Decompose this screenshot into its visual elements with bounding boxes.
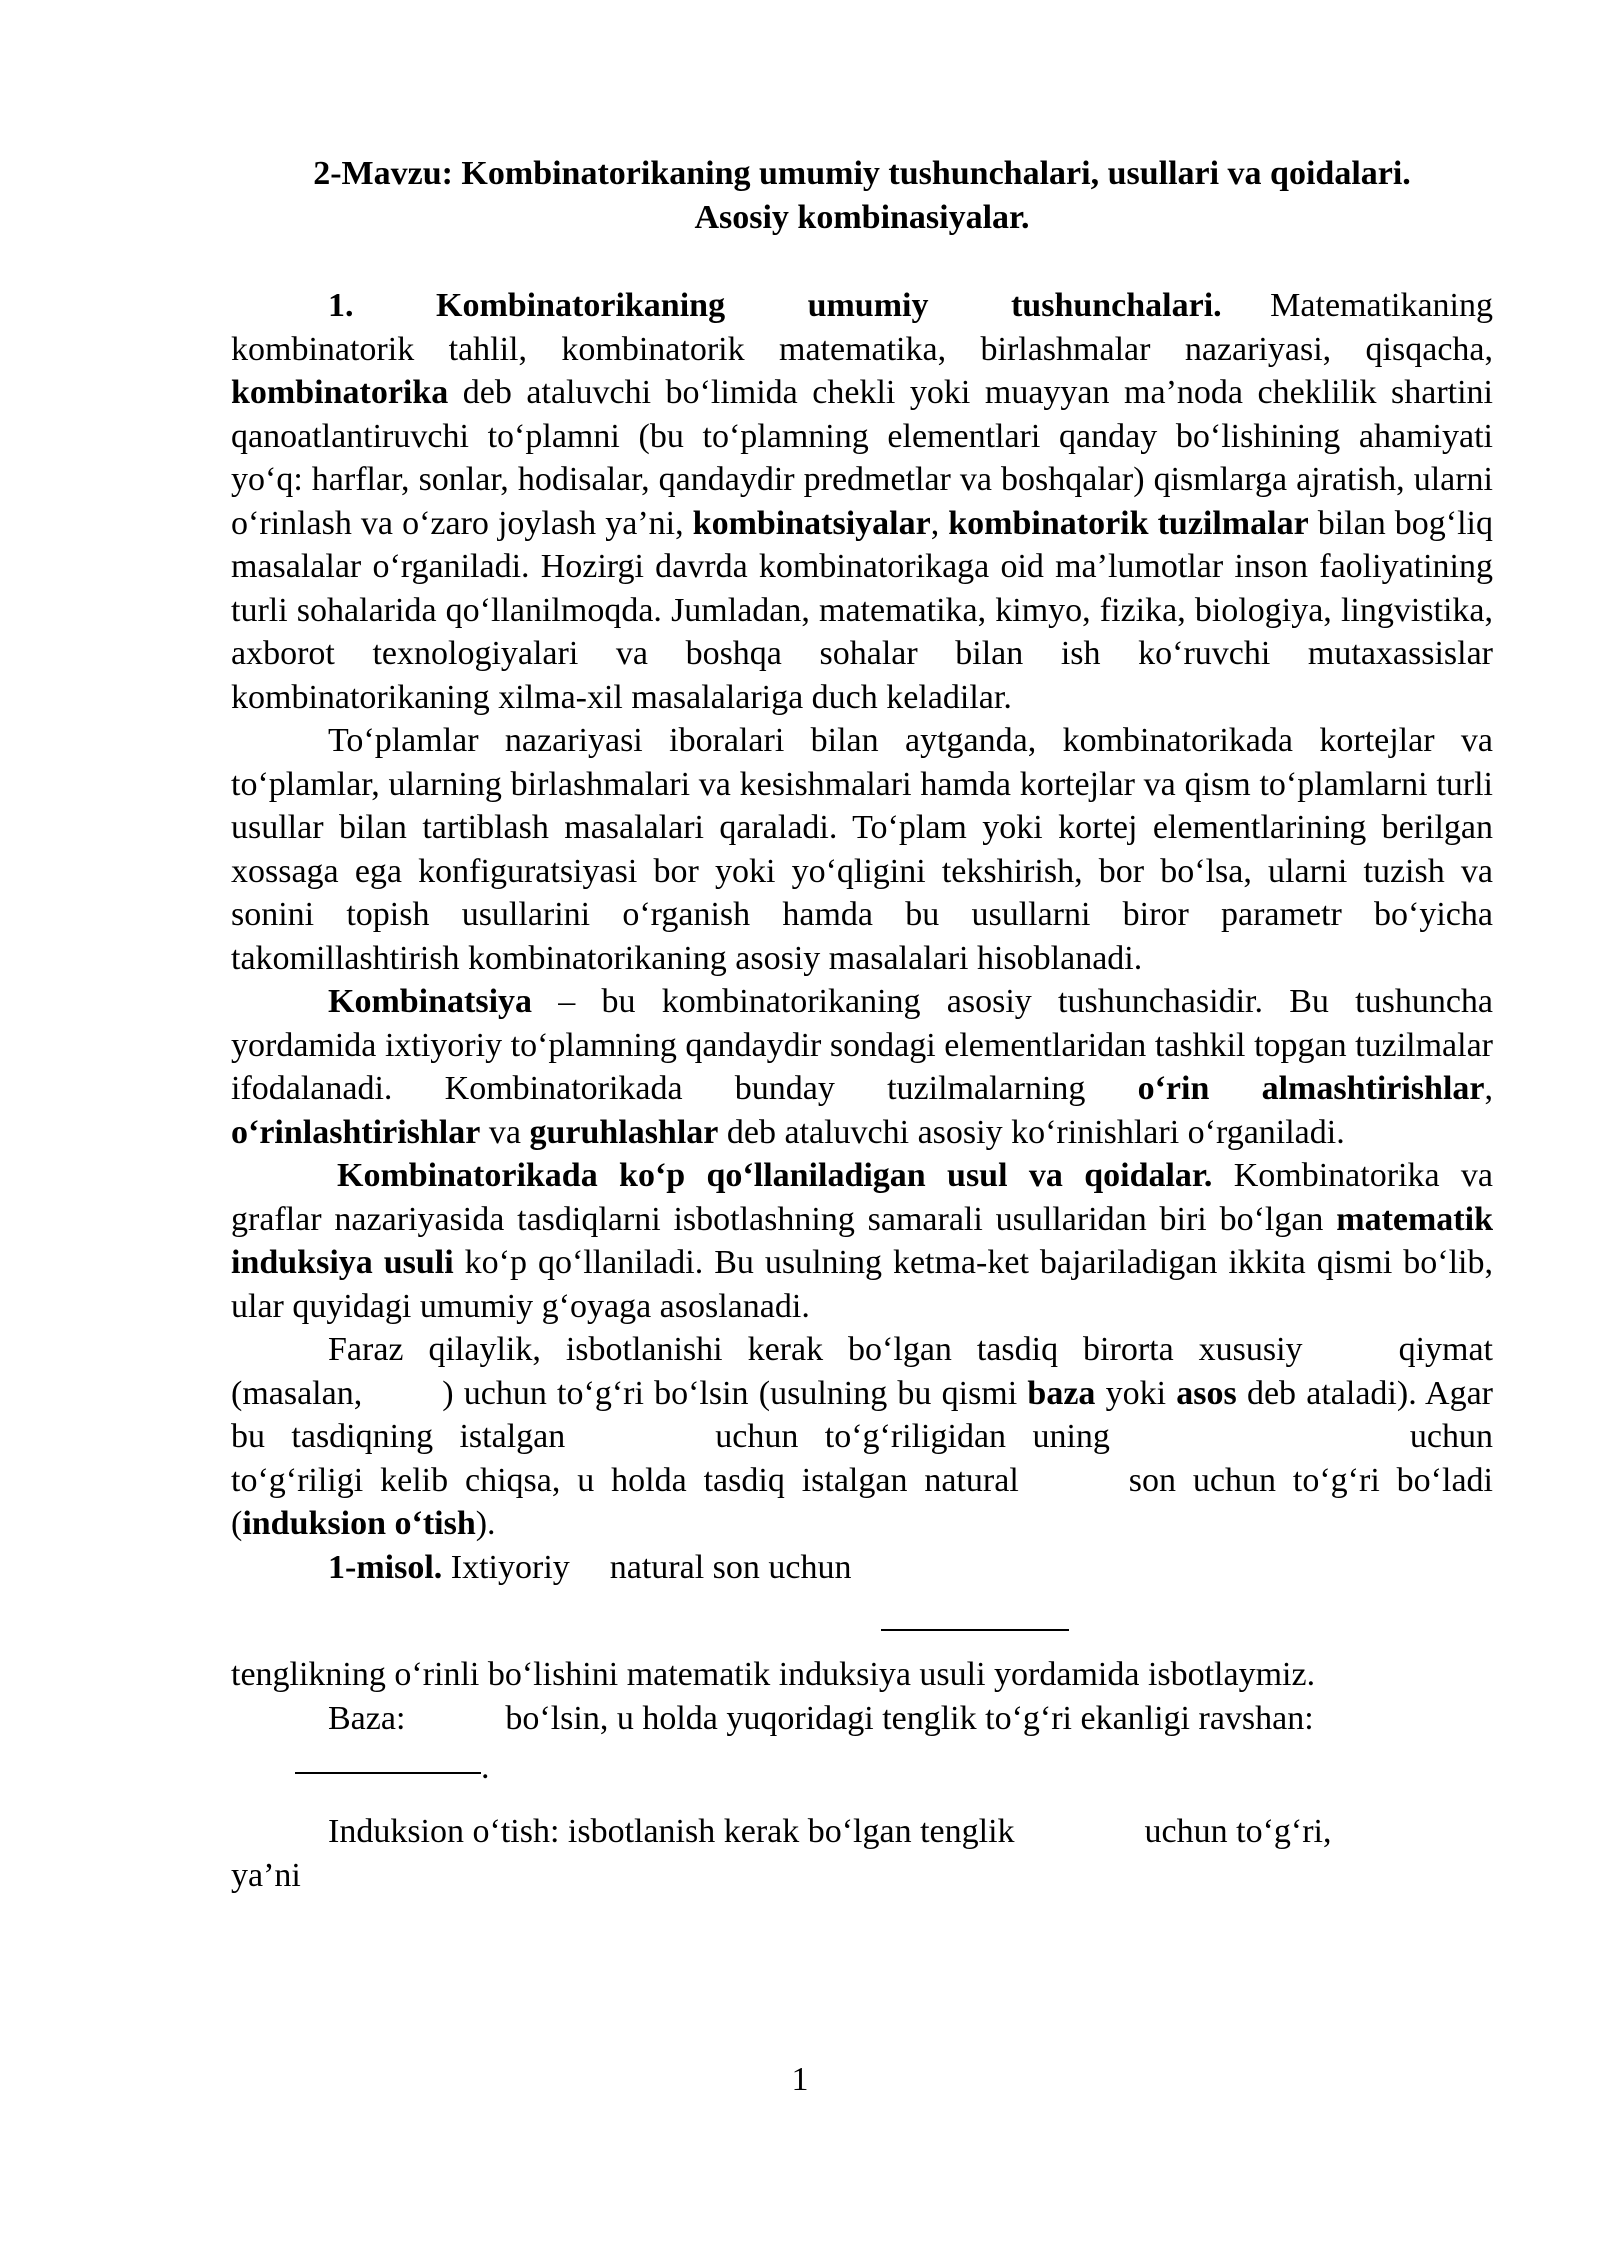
fraction-bar <box>881 1629 1069 1631</box>
paragraph-text: Induksion o‘tish: isbotlanish kerak bo‘lgan tenglik <box>328 1813 1015 1850</box>
term-bold: kombinatsiyalar <box>692 504 931 542</box>
paragraph-text: uchun to‘g‘riligi kelib chiqsa, u holda tasdiq istalgan natural <box>231 1418 1493 1499</box>
paragraph-text: Faraz qilaylik, isbotlanishi kerak bo‘lgan tasdiq birorta xususiy <box>328 1331 1303 1368</box>
term-bold: o‘rin almashtirishlar <box>1137 1070 1485 1107</box>
term-bold: asos <box>1176 1374 1237 1412</box>
paragraph-example-1 <box>231 1546 1493 1590</box>
paragraph-text: , <box>930 504 949 542</box>
paragraph-text: son uchun to‘g‘ri bo‘ladi ( <box>231 1461 1493 1542</box>
term-bold: baza <box>1027 1374 1096 1412</box>
term-bold: induksion o‘tish <box>242 1505 476 1542</box>
document-page <box>231 152 1493 1897</box>
example-label: 1-misol. <box>328 1548 443 1586</box>
section-heading: 1. Kombinatorikaning umumiy tushunchalari. <box>328 287 1222 324</box>
paragraph-induction-step-cont: ya’ni <box>231 1856 301 1894</box>
paragraph-text: deb ataluvchi asosiy ko‘rinishlari o‘rganiladi. <box>718 1113 1345 1151</box>
document-title <box>231 152 1493 240</box>
paragraph-text: , <box>1484 1070 1493 1107</box>
paragraph-induction-step <box>231 1810 1493 1854</box>
paragraph-text: deb ataladi). Agar bu tasdiqning istalgan <box>231 1374 1493 1455</box>
term-bold: o‘rinlashtirishlar <box>231 1113 481 1151</box>
paragraph-text: ko‘p qo‘llaniladi. Bu usulning ketma-ket bajariladigan ikkita qismi bo‘lib, ular quyidagi umumiy g‘oyaga asoslanadi. <box>231 1244 1493 1325</box>
paragraph-text: bo‘lsin, u holda yuqoridagi tenglik to‘g‘ri ekanligi ravshan: <box>505 1699 1314 1737</box>
paragraph-methods <box>231 1154 1493 1328</box>
paragraph-set-theory: To‘plamlar nazariyasi iboralari bilan aytganda, kombinatorikada kortejlar va to‘plamlar, ularning birlashmalari va kesishmalari hamda kortejlar va qism to‘plamlarni turli usullar bilan tartiblash masalalari qaraladi. To‘plam yoki kortej elementlarining berilgan xossaga ega konfiguratsiyasi bor yoki yo‘qligini tekshirish, bor bo‘lsa, ularni tuzish va sonini topish usullarini o‘rganish hamda bu usullarni biror parametr bo‘yicha takomillashtirish kombinatorikaning asosiy masalalari hisoblanadi. <box>231 722 1493 977</box>
term-bold: guruhlashlar <box>529 1113 719 1151</box>
title-line-2: Asosiy kombinasiyalar. <box>694 199 1030 236</box>
paragraph-example-1-cont: tenglikning o‘rinli bo‘lishini matematik induksiya usuli yordamida isbotlaymiz. <box>231 1656 1316 1693</box>
term-bold: kombinatorik tuzilmalar <box>948 504 1309 542</box>
paragraph-text: – bu kombinatorikaning asosiy tushunchasidir. Bu tushuncha yordamida ixtiyoriy to‘plamning qandaydir sondagi elementlaridan tashkil topgan tuzilmalar ifodalanadi. Kombinatorikada bunday tuzilmalarning <box>231 983 1493 1107</box>
paragraph-text: ). <box>475 1505 496 1542</box>
term-bold: matematik induksiya usuli <box>231 1200 1493 1281</box>
paragraph-text: natural son uchun <box>609 1548 852 1586</box>
paragraph-text: qiymat (masalan, <box>231 1331 1493 1412</box>
section-heading: Kombinatorikada ko‘p qo‘llaniladigan usul va qoidalar. <box>337 1157 1213 1194</box>
paragraph-text: Ixtiyoriy <box>442 1548 570 1586</box>
title-line-1: 2-Mavzu: Kombinatorikaning umumiy tushunchalari, usullari va qoidalari. <box>313 155 1411 192</box>
paragraph-text: uchun to‘g‘riligidan uning <box>715 1418 1110 1455</box>
paragraph-text: uchun to‘g‘ri, <box>1144 1813 1332 1850</box>
paragraph-text: deb ataluvchi bo‘limida chekli yoki muayyan ma’noda cheklilik shartini qanoatlantiruvchi to‘plamni (bu to‘plamning elementlari qanday bo‘lishining ahamiyati yo‘q: harflar, sonlar, hodisalar, qandaydir predmetlar va boshqalar) qismlarga ajratish, ularni o‘rinlash va o‘zaro joylash ya’ni, <box>231 374 1493 542</box>
paragraph-general-concepts <box>231 284 1493 719</box>
paragraph-induction <box>231 1328 1493 1546</box>
formula-placeholder <box>231 1740 1493 1800</box>
paragraph-text: yoki <box>1095 1374 1177 1412</box>
paragraph-text: bilan bog‘liq masalalar o‘rganiladi. Hozirgi davrda kombinatorikaga oid ma’lumotlar inson faoliyatining turli sohalarida qo‘llanilmoqda. Jumladan, matematika, kimyo, fizika, biologiya, lingvistika, axborot texnologiyalari va boshqa sohalar bilan ish ko‘ruvchi mutaxassislar kombinatorikaning xilma-xil masalalariga duch keladilar. <box>231 504 1493 716</box>
paragraph-text: Matematikaning kombinatorik tahlil, kombinatorik matematika, birlashmalar nazariyasi, qisqacha, <box>231 287 1494 368</box>
formula-period: . <box>481 1749 490 1786</box>
paragraph-combination <box>231 980 1493 1154</box>
term-bold: Kombinatsiya <box>328 983 533 1020</box>
paragraph-base <box>231 1697 1493 1741</box>
paragraph-text: va <box>480 1113 530 1151</box>
term-bold: kombinatorika <box>231 374 449 411</box>
paragraph-text: Kombinatorika va graflar nazariyasida tasdiqlarni isbotlashning samarali usullaridan biri bo‘lgan <box>231 1157 1494 1238</box>
paragraph-text: Baza: <box>328 1699 406 1737</box>
fraction-bar <box>295 1772 481 1774</box>
page-number: 1 <box>791 2061 809 2098</box>
formula-placeholder <box>231 1589 1493 1653</box>
paragraph-text: ) uchun to‘g‘ri bo‘lsin (usulning bu qismi <box>442 1374 1028 1412</box>
